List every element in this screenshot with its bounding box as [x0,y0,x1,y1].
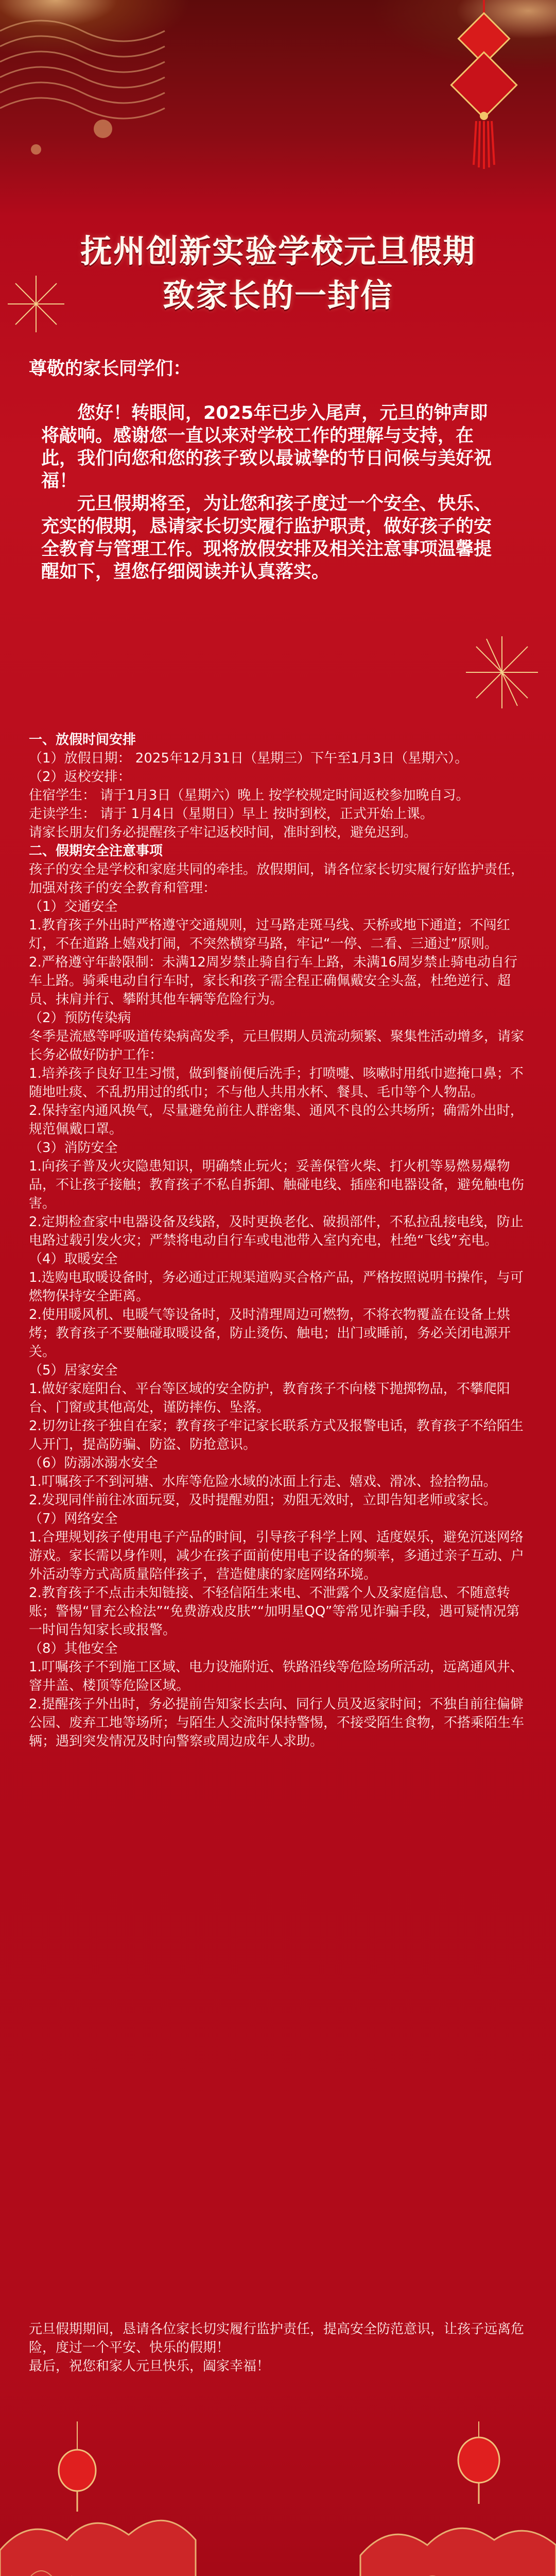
body-line: 1.叮嘱孩子不到河塘、水库等危险水域的冰面上行走、嬉戏、滑冰、捡拾物品。 [29,1474,497,1489]
body-line: （1）交通安全 [29,899,118,914]
body-line: 2.严格遵守年龄限制：未满12周岁禁止骑自行车上路，未满16周岁禁止骑电动自行车上路。骑乘电动自行车时，家长和孩子需全程正确佩戴安全头盔，杜绝逆行、超员、抹肩并行、攀附其他车辆等危险行为。 [29,955,517,1007]
left-wave-decoration [0,0,216,170]
body-line: 2.保持室内通风换气，尽量避免前往人群密集、通风不良的公共场所；确需外出时，规范佩戴口罩。 [29,1103,524,1137]
body-line: 住宿学生： 请于1月3日（星期六）晚上 按学校规定时间返校参加晚自习。 [29,788,470,803]
body-line: 1.教育孩子外出时严格遵守交通规则，过马路走斑马线、天桥或地下通道；不闯红灯，不在道路上嬉戏打闹，不突然横穿马路，牢记“一停、二看、三通过”原则。 [29,918,510,952]
body-line: （2）预防传染病 [29,1010,131,1026]
firework-right-icon [463,634,541,711]
closing-section [29,2320,528,2376]
body-line: （8）其他安全 [29,1641,118,1656]
body-line: （6）防溺冰溺水安全 [29,1455,158,1471]
body-line: 请家长朋友们务必提醒孩子牢记返校时间，准时到校，避免迟到。 [29,825,418,840]
intro-paragraph: 元旦假期将至，为让您和孩子度过一个安全、快乐、充实的假期，恳请家长切实履行监护职责，做好孩子的安全教育与管理工作。现将放假安排及相关注意事项温馨提醒如下，望您仔细阅读并认真落实。 [41,494,492,582]
body-line: 冬季是流感等呼吸道传染病高发季，元旦假期人员流动频繁、聚集性活动增多，请家长务必做好防护工作： [29,1029,525,1063]
intro-paragraph: 您好！转眼间，2025年已步入尾声，元旦的钟声即将敲响。感谢您一直以来对学校工作的理解与支持，在此，我们向您和您的孩子致以最诚挚的节日问候与美好祝福！ [41,403,492,492]
body-line: 2.定期检查家中电器设备及线路，及时更换老化、破损部件，不私拉乱接电线，防止电路过载引发火灾；严禁将电动自行车或电池带入室内充电，杜绝“飞线”充电。 [29,1214,524,1248]
title-line-1: 抚州创新实验学校元旦假期 [80,232,476,270]
footer-clouds-decoration [0,2421,556,2576]
body-line: 1.叮嘱孩子不到施工区域、电力设施附近、铁路沿线等危险场所活动，远离通风井、窨井盖、楼顶等危险区域。 [29,1659,524,1693]
body-line: 2.使用暖风机、电暖气等设备时，及时清理周边可燃物，不将衣物覆盖在设备上烘烤；教育孩子不要触碰取暖设备，防止烫伤、触电；出门或睡前，务必关闭电源开关。 [29,1307,511,1360]
body-line: 1.向孩子普及火灾隐患知识，明确禁止玩火；妥善保管火柴、打火机等易燃易爆物品，不让孩子接触；教育孩子不私自拆卸、触碰电线、插座和电器设备，避免触电伤害。 [29,1159,525,1211]
closing-paragraph: 最后，祝您和家人元旦快乐，阖家幸福！ [29,2359,270,2374]
page-title [31,229,525,318]
body-line: 1.选购电取暖设备时，务必通过正规渠道购买合格产品，严格按照说明书操作，与可燃物保持安全距离。 [29,1270,524,1304]
intro-section [41,402,505,583]
body-line: 2.切勿让孩子独自在家；教育孩子牢记家长联系方式及报警电话，教育孩子不给陌生人开门，提高防骗、防盗、防抢意识。 [29,1418,524,1452]
notice-body [29,731,528,1751]
body-line: 2.发现同伴前往冰面玩耍，及时提醒劝阻；劝阻无效时，立即告知老师或家长。 [29,1493,497,1508]
body-line: 1.培养孩子良好卫生习惯，做到餐前便后洗手；打喷嚏、咳嗽时用纸巾遮掩口鼻；不随地吐痰、不乱扔用过的纸巾；不与他人共用水杯、餐具、毛巾等个人物品。 [29,1066,524,1100]
greeting: 尊敬的家长同学们： [29,359,192,379]
body-line: （4）取暖安全 [29,1251,118,1267]
section-heading: 二、假期安全注意事项 [29,843,163,859]
body-line: （2）返校安排： [29,769,131,785]
closing-paragraph: 元旦假期期间，恳请各位家长切实履行监护责任，提高安全防范意识，让孩子远离危险，度过一个平安、快乐的假期！ [29,2321,525,2355]
body-line: 2.提醒孩子外出时，务必提前告知家长去向、同行人员及返家时间；不独自前往偏僻公园、废弃工地等场所；与陌生人交流时保持警惕，不接受陌生食物，不搭乘陌生车辆；遇到突发情况及时向警察或周边成年人求助。 [29,1697,525,1749]
body-line: 孩子的安全是学校和家庭共同的牵挂。放假期间，请各位家长切实履行好监护责任，加强对孩子的安全教育和管理： [29,862,525,896]
body-line: 1.做好家庭阳台、平台等区域的安全防护，教育孩子不向楼下抛掷物品，不攀爬阳台、门窗或其他高处，谨防摔伤、坠落。 [29,1381,510,1415]
body-line: 2.教育孩子不点击未知链接、不轻信陌生来电、不泄露个人及家庭信息、不随意转账；警惕“冒充公检法”“免费游戏皮肤”“加明星QQ”等常见诈骗手段，遇可疑情况第一时间告知家长或报警。 [29,1585,520,1638]
body-line: 1.合理规划孩子使用电子产品的时间，引导孩子科学上网、适度娱乐，避免沉迷网络游戏。家长需以身作则，减少在孩子面前使用电子设备的频率，多通过亲子互动、户外活动等方式高质量陪伴孩子，营造健康的家庭网络环境。 [29,1530,525,1582]
chinese-knot-icon [448,0,520,170]
section-heading: 一、放假时间安排 [29,732,136,748]
body-line: （1）放假日期： 2025年12月31日（星期三）下午至1月3日（星期六）。 [29,751,468,766]
body-line: （3）消防安全 [29,1140,118,1156]
body-line: 走读学生： 请于 1月4日（星期日）早上 按时到校，正式开始上课。 [29,806,433,822]
body-line: （7）网络安全 [29,1511,118,1527]
body-line: （5）居家安全 [29,1363,118,1378]
title-line-2: 致家长的一封信 [162,277,393,314]
